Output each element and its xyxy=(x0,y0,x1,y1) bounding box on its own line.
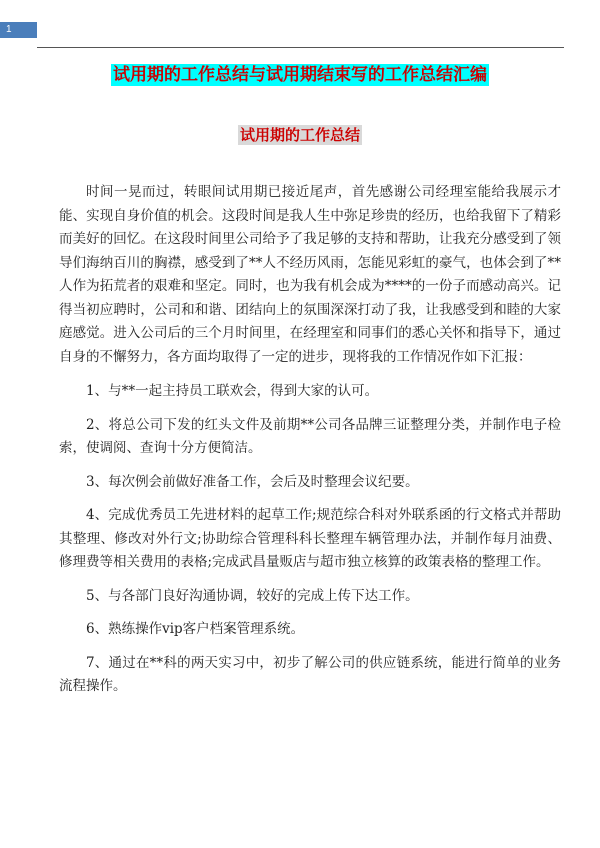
section-title xyxy=(0,124,600,145)
list-item-1: 1、与**一起主持员工联欢会，得到大家的认可。 xyxy=(86,383,379,399)
document-title-text: 试用期的工作总结与试用期结束写的工作总结汇编 xyxy=(113,65,487,85)
list-item-6: 6、熟练操作vip客户档案管理系统。 xyxy=(86,621,305,637)
list-item-4: 4、完成优秀员工先进材料的起草工作;规范综合科对外联系函的行文格式并帮助其整理、修改对外行文;协助综合管理科科长整理车辆管理办法，并制作每月油费、修理费等相关费用的表格;完成武昌量贩店与超市独立核算的政策表格的整理工作。 xyxy=(59,507,561,570)
intro-paragraph: 时间一晃而过，转眼间试用期已接近尾声，首先感谢公司经理室能给我展示才能、实现自身价值的机会。这段时间是我人生中弥足珍贵的经历，也给我留下了精彩而美好的回忆。在这段时间里公司给予了我足够的支持和帮助，让我充分感受到了领导们海纳百川的胸襟，感受到了**人不经历风雨，怎能见彩虹的豪气，也体会到了**人作为拓荒者的艰难和坚定。同时，也为我有机会成为****的一份子而感动高兴。记得当初应聘时，公司和和谐、团结向上的氛围深深打动了我，让我感受到和睦的大家庭感觉。进入公司后的三个月时间里，在经理室和同事们的悉心关怀和指导下，通过自身的不懈努力，各方面均取得了一定的进步，现将我的工作情况作如下汇报： xyxy=(59,184,561,365)
document-title xyxy=(0,60,600,85)
section-title-text: 试用期的工作总结 xyxy=(239,126,360,144)
header-divider xyxy=(37,47,564,48)
document-body xyxy=(59,181,561,709)
list-item-7: 7、通过在**科的两天实习中，初步了解公司的供应链系统，能进行简单的业务流程操作。 xyxy=(59,654,561,694)
list-item-3: 3、每次例会前做好准备工作，会后及时整理会议纪要。 xyxy=(86,473,419,490)
list-item-5: 5、与各部门良好沟通协调，较好的完成上传下达工作。 xyxy=(86,587,419,604)
list-item-2: 2、将总公司下发的红头文件及前期**公司各品牌三证整理分类，并制作电子检索，使调阅、查询十分方便简洁。 xyxy=(59,416,561,456)
page-number-badge: 1 xyxy=(0,22,37,38)
